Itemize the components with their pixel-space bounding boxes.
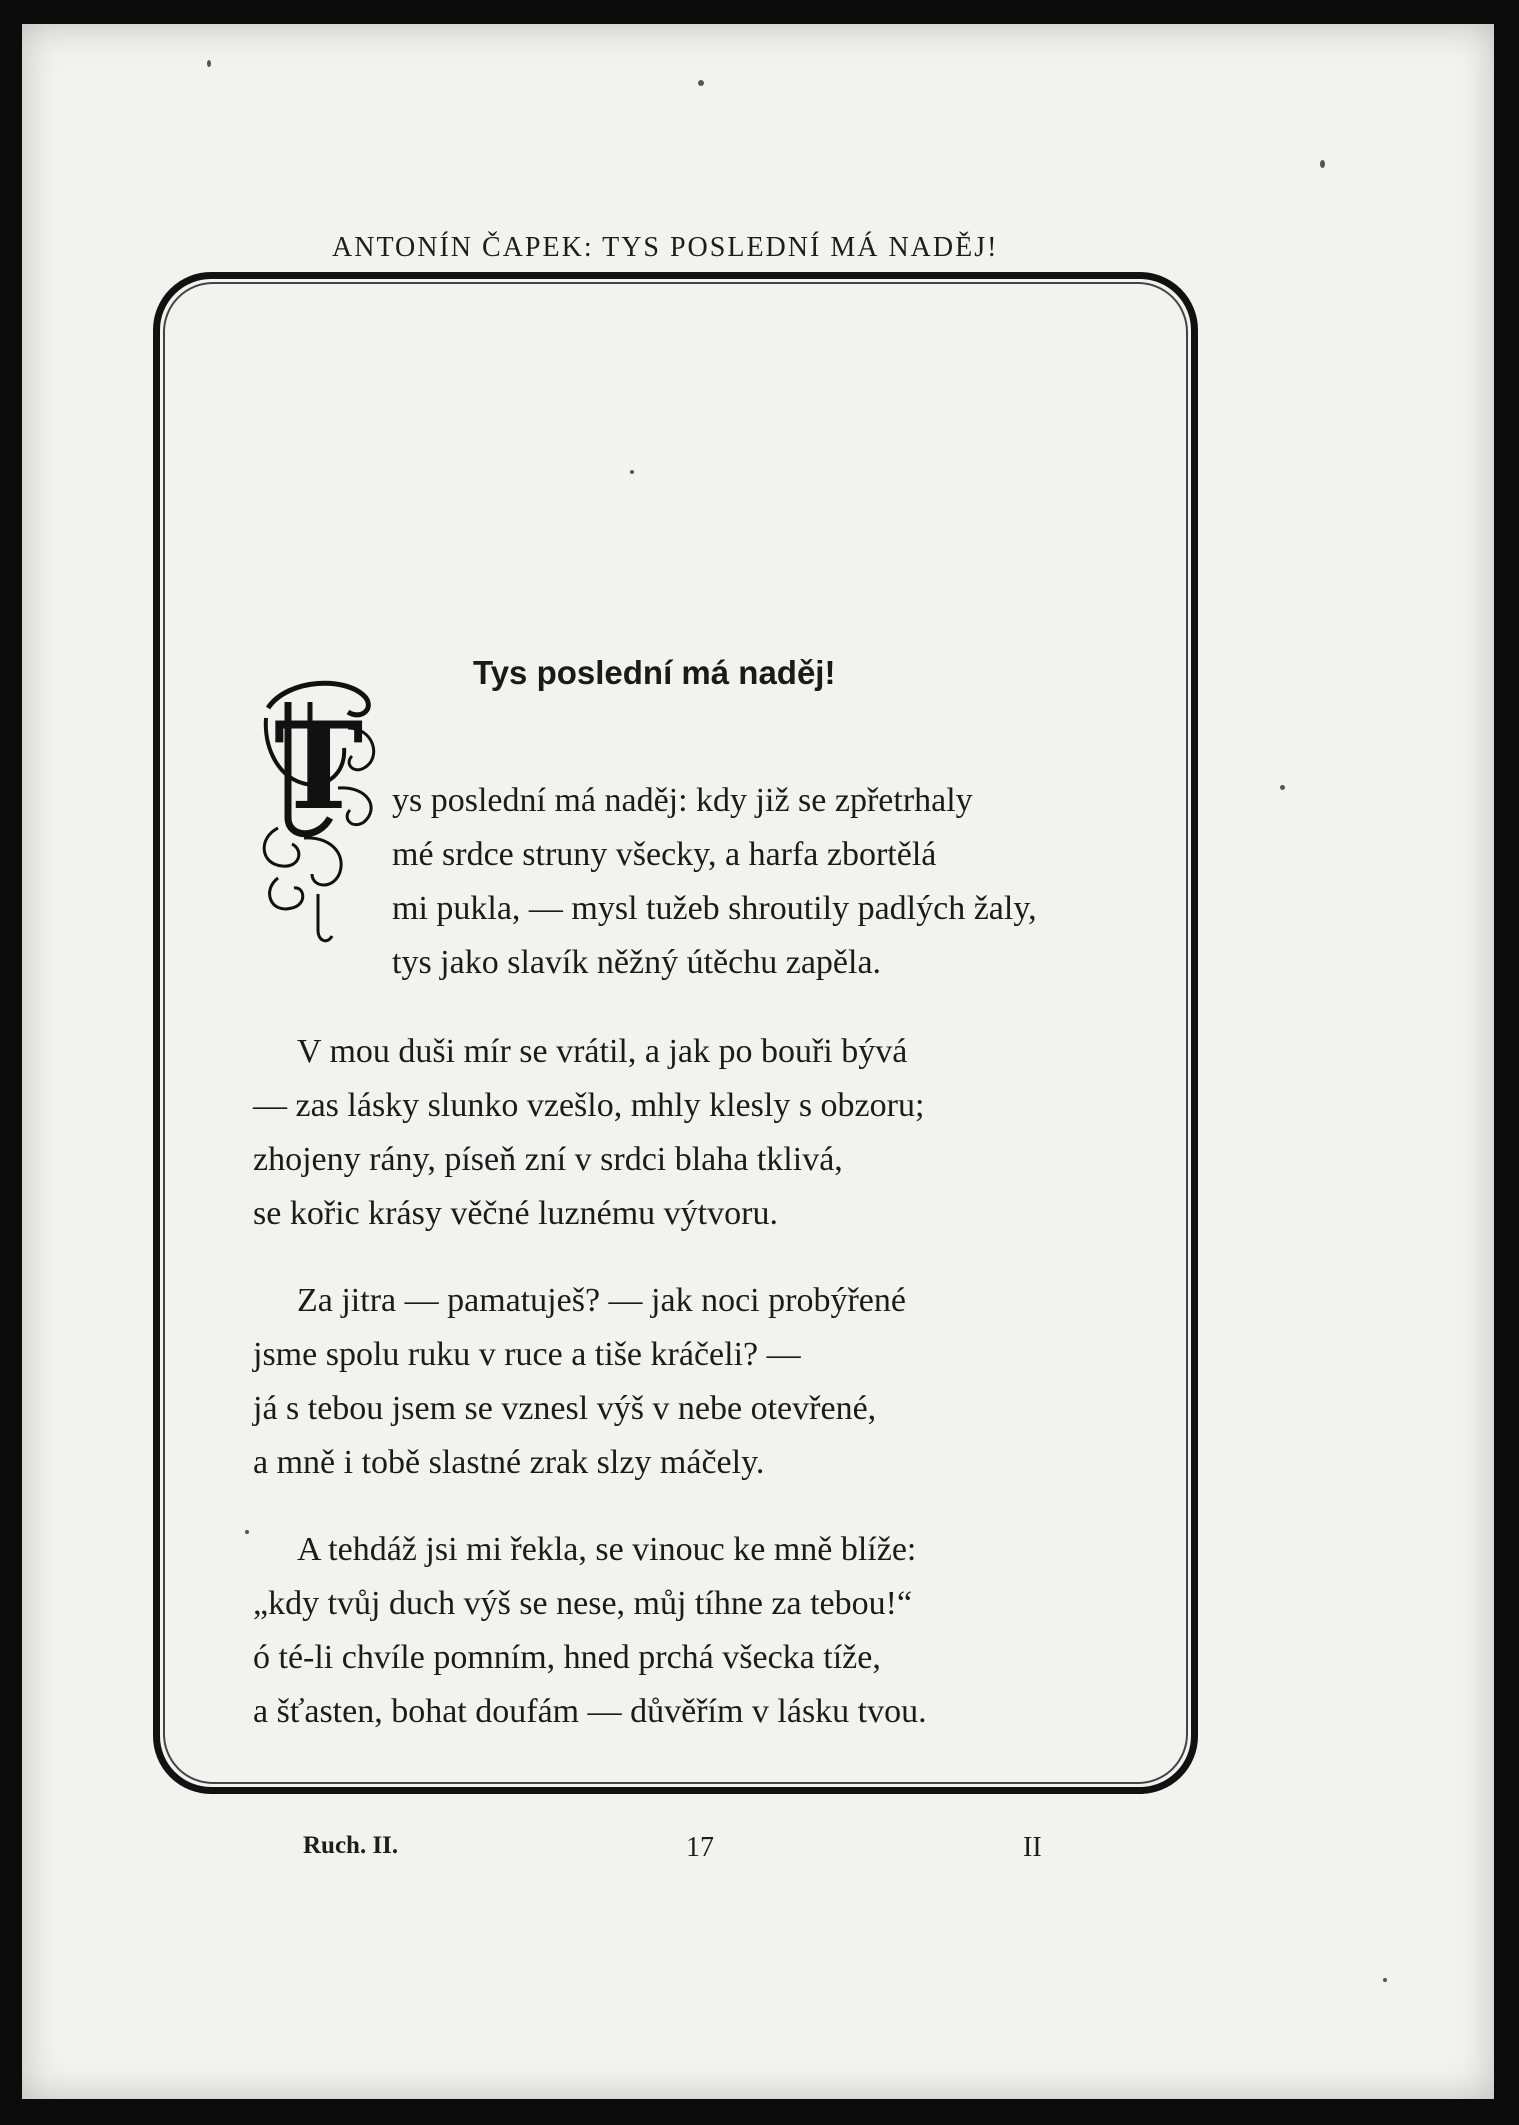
stanza-1-line-4: tys jako slavík něžný útěchu zapěla. <box>392 944 882 981</box>
stanza-3-line-1: Za jitra — pamatuješ? — jak noci probýřené <box>297 1282 906 1319</box>
stanza-3-line-4: a mně i tobě slastné zrak slzy máčely. <box>253 1444 765 1481</box>
ink-speck <box>207 60 211 67</box>
ink-speck <box>1320 160 1325 168</box>
ink-speck <box>1280 785 1285 790</box>
drop-cap-ornament <box>248 668 390 948</box>
stanza-2-line-2: — zas lásky slunko vzešlo, mhly klesly s obzoru; <box>253 1087 925 1124</box>
stanza-1-line-1: ys poslední má naděj: kdy již se zpřetrhaly <box>392 782 973 819</box>
drop-cap-letter: T <box>274 696 364 837</box>
ink-speck <box>698 80 704 86</box>
running-head: ANTONÍN ČAPEK: TYS POSLEDNÍ MÁ NADĚJ! <box>332 232 999 263</box>
page-number: 17 <box>686 1832 714 1863</box>
stanza-2-line-1: V mou duši mír se vrátil, a jak po bouři bývá <box>297 1033 908 1070</box>
stanza-2-line-4: se kořic krásy věčné luznému výtvoru. <box>253 1195 778 1232</box>
stanza-4-line-2: „kdy tvůj duch výš se nese, můj tíhne za tebou!“ <box>253 1585 913 1622</box>
sheet-mark: II <box>1023 1832 1042 1863</box>
stanza-3-line-2: jsme spolu ruku v ruce a tiše kráčeli? — <box>253 1336 801 1373</box>
stanza-2-line-3: zhojeny rány, píseň zní v srdci blaha tklivá, <box>253 1141 843 1178</box>
stanza-1-line-3: mi pukla, — mysl tužeb shroutily padlých žaly, <box>392 890 1037 927</box>
printer-signature: Ruch. II. <box>303 1832 399 1859</box>
stanza-3-line-3: já s tebou jsem se vznesl výš v nebe otevřené, <box>253 1390 877 1427</box>
stanza-4-line-1: A tehdáž jsi mi řekla, se vinouc ke mně blíže: <box>297 1531 917 1568</box>
poem-title: Tys poslední má naděj! <box>473 654 836 691</box>
stanza-4-line-3: ó té-li chvíle pomním, hned prchá všecka tíže, <box>253 1639 881 1676</box>
stanza-1-line-2: mé srdce struny všecky, a harfa zbortělá <box>392 836 937 873</box>
stanza-4-line-4: a šťasten, bohat doufám — důvěřím v lásku tvou. <box>253 1693 927 1730</box>
ink-speck <box>1383 1978 1387 1982</box>
